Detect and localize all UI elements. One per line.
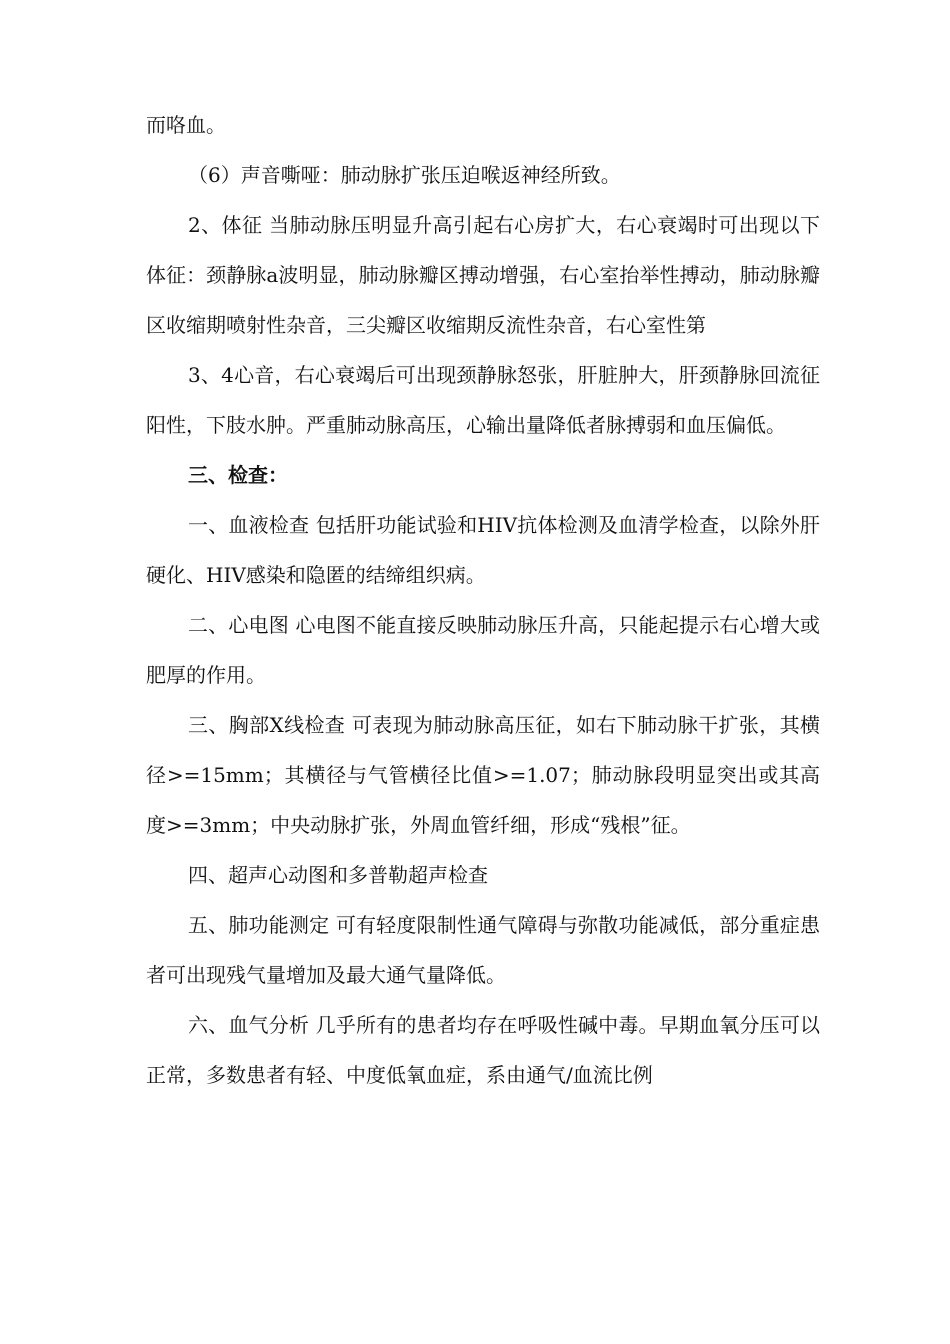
paragraph-continuation: 而咯血。 (146, 113, 226, 137)
paragraph-blood-test: 一、血液检查 包括肝功能试验和HIV抗体检测及血清学检查，以除外肝硬化、HIV感染和隐匿的结缔组织病。 (146, 513, 820, 587)
paragraph-lung-function: 五、肺功能测定 可有轻度限制性通气障碍与弥散功能减低，部分重症患者可出现残气量增加及最大通气量降低。 (146, 913, 820, 987)
paragraph-ecg: 二、心电图 心电图不能直接反映肺动脉压升高，只能起提示右心增大或肥厚的作用。 (146, 613, 820, 687)
paragraph-echocardiography: 四、超声心动图和多普勒超声检查 (188, 863, 488, 887)
paragraph-signs: 2、体征 当肺动脉压明显升高引起右心房扩大，右心衰竭时可出现以下体征：颈静脉a波明显，肺动脉瓣区搏动增强，右心室抬举性搏动，肺动脉瓣区收缩期喷射性杂音，三尖瓣区收缩期反流性杂音，右心室性第 (146, 213, 820, 337)
paragraph-blood-gas: 六、血气分析 几乎所有的患者均存在呼吸性碱中毒。早期血氧分压可以正常，多数患者有轻、中度低氧血症，系由通气/血流比例 (146, 1013, 820, 1087)
paragraph-heart-sounds: 3、4心音，右心衰竭后可出现颈静脉怒张，肝脏肿大，肝颈静脉回流征阳性，下肢水肿。严重肺动脉高压，心输出量降低者脉搏弱和血压偏低。 (146, 363, 820, 437)
body-text (146, 100, 820, 1100)
paragraph-chest-xray: 三、胸部X线检查 可表现为肺动脉高压征，如右下肺动脉干扩张，其横径>=15mm；其横径与气管横径比值>=1.07；肺动脉段明显突出或其高度>=3mm；中央动脉扩张，外周血管纤细，形成“残根”征。 (146, 713, 820, 837)
paragraph-hoarseness: （6）声音嘶哑：肺动脉扩张压迫喉返神经所致。 (188, 163, 621, 187)
section-heading-examination: 三、检查： (188, 463, 288, 487)
